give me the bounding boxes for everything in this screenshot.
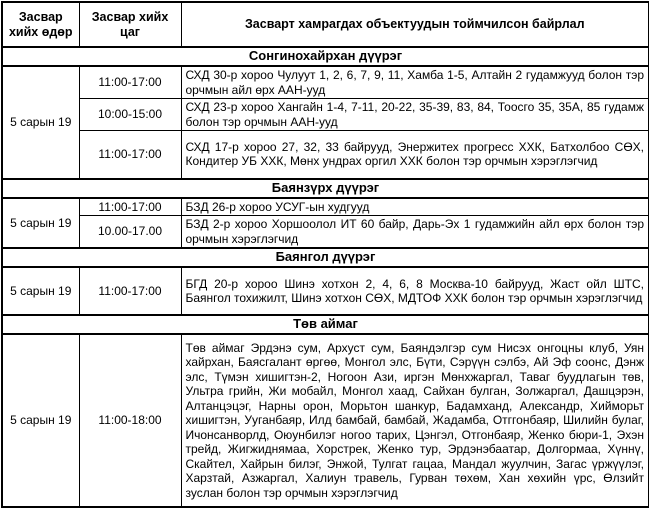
header-row (2, 2, 649, 47)
table-row (2, 334, 649, 507)
section-bayanzurkh (2, 179, 649, 198)
table-row (2, 66, 649, 99)
table-row (2, 216, 649, 249)
time-cell: 11:00-17:00 (79, 131, 181, 179)
table-row (2, 267, 649, 315)
section-title: Баянзүрх дүүрэг (2, 179, 649, 198)
col-header-repair-time: Засвар хийх цаг (79, 2, 181, 47)
time-cell: 11:00-17:00 (79, 267, 181, 315)
table-row (2, 198, 649, 216)
location-cell: СХД 30-р хороо Чулуут 1, 2, 6, 7, 9, 11, Хамба 1-5, Алтайн 2 гудамжууд болон тэр орчмын айл өрх ААН-ууд (181, 66, 649, 99)
section-tuv-aimag (2, 315, 649, 334)
location-cell: СХД 17-р хороо 27, 32, 33 байрууд, Энержитех прогресс ХХК, Батхолбоо СӨХ, Кондитер УБ ХХК, Мөнх ундрах оргил ХХК болон тэр орчмын хэрэглэгчид (181, 131, 649, 179)
table-row (2, 131, 649, 179)
section-title: Төв аймаг (2, 315, 649, 334)
section-songinokhairkhan (2, 47, 649, 66)
col-header-repair-day: Засвар хийх өдөр (2, 2, 79, 47)
col-header-location: Засварт хамрагдах объектуудын тоймчилсон байрлал (181, 2, 649, 47)
date-cell: 5 сарын 19 (2, 334, 79, 507)
location-cell: БГД 20-р хороо Шинэ хотхон 2, 4, 6, 8 Москва-10 байрууд, Жаст ойл ШТС, Баянгол тохижилт, Шинэ хотхон СӨХ, МДТОФ ХХК болон тэр орчмын хэрэглэгчид (181, 267, 649, 315)
date-cell: 5 сарын 19 (2, 198, 79, 249)
time-cell: 11:00-17:00 (79, 198, 181, 216)
location-cell: СХД 23-р хороо Хангайн 1-4, 7-11, 20-22, 35-39, 83, 84, Тоосго 35, 35А, 85 гудамж болон тэр орчмын ААН-ууд (181, 99, 649, 131)
date-cell: 5 сарын 19 (2, 267, 79, 315)
outage-schedule-table (1, 1, 649, 508)
location-cell: БЗД 26-р хороо УСУГ-ын худгууд (181, 198, 649, 216)
table-row (2, 99, 649, 131)
time-cell: 10:00-15:00 (79, 99, 181, 131)
section-title: Баянгол дүүрэг (2, 248, 649, 267)
time-cell: 11:00-18:00 (79, 334, 181, 507)
location-cell: БЗД 2-р хороо Хоршоолол ИТ 60 байр, Дарь-Эх 1 гудамжийн айл өрх болон тэр орчмын хэрэглэгчид (181, 216, 649, 249)
time-cell: 10.00-17.00 (79, 216, 181, 249)
section-title: Сонгинохайрхан дүүрэг (2, 47, 649, 66)
section-bayangol (2, 248, 649, 267)
time-cell: 11:00-17:00 (79, 66, 181, 99)
date-cell: 5 сарын 19 (2, 66, 79, 179)
location-cell: Төв аймаг Эрдэнэ сум, Архуст сум, Баяндэлгэр сум Нисэх онгоцны клуб, Уян хайрхан, Баясгалант өргөө, Монгол элс, Бүти, Сэрүүн сэлбэ, Ай Эф соонс, Дэнж элс, Түмэн хишигтэн-2, Ногоон Ази, иргэн Мөнхжаргал, Таваг буудлагын төв, Ультра грийн, Жи мобайл, Монгол хаад, Сайхан булган, Золжаргал, Дашцэрэн, Алтанцэцэг, Нарны орон, Морьтон шанкур, Бадамханд, Александр, Хийморьт хишигтэн, Ууганбаяр, Илд бамбай, бамбай, Жадамба, Отггонбаяр, Шилийн булаг, Ичонсанворлд, Оюунбилэг ногоо тарих, Цэнгэл, Отгонбаяр, Женко бюри-1, Эхэн трейд, Жигжиднямаа, Хорстрек, Женко тур, Эрдэнэбаатар, Долгормаа, Хүннү, Скайтел, Хайрын билэг, Энжой, Тулгат гацаа, Мандал жуулчин, Загас үржүүлэг, Харзтай, Азжаргал, Халиун травель, Гурван төхөм, Хан хөхийн үрс, Өлзийт зуслан болон тэр орчмын хэрэглэгчид (181, 334, 649, 507)
